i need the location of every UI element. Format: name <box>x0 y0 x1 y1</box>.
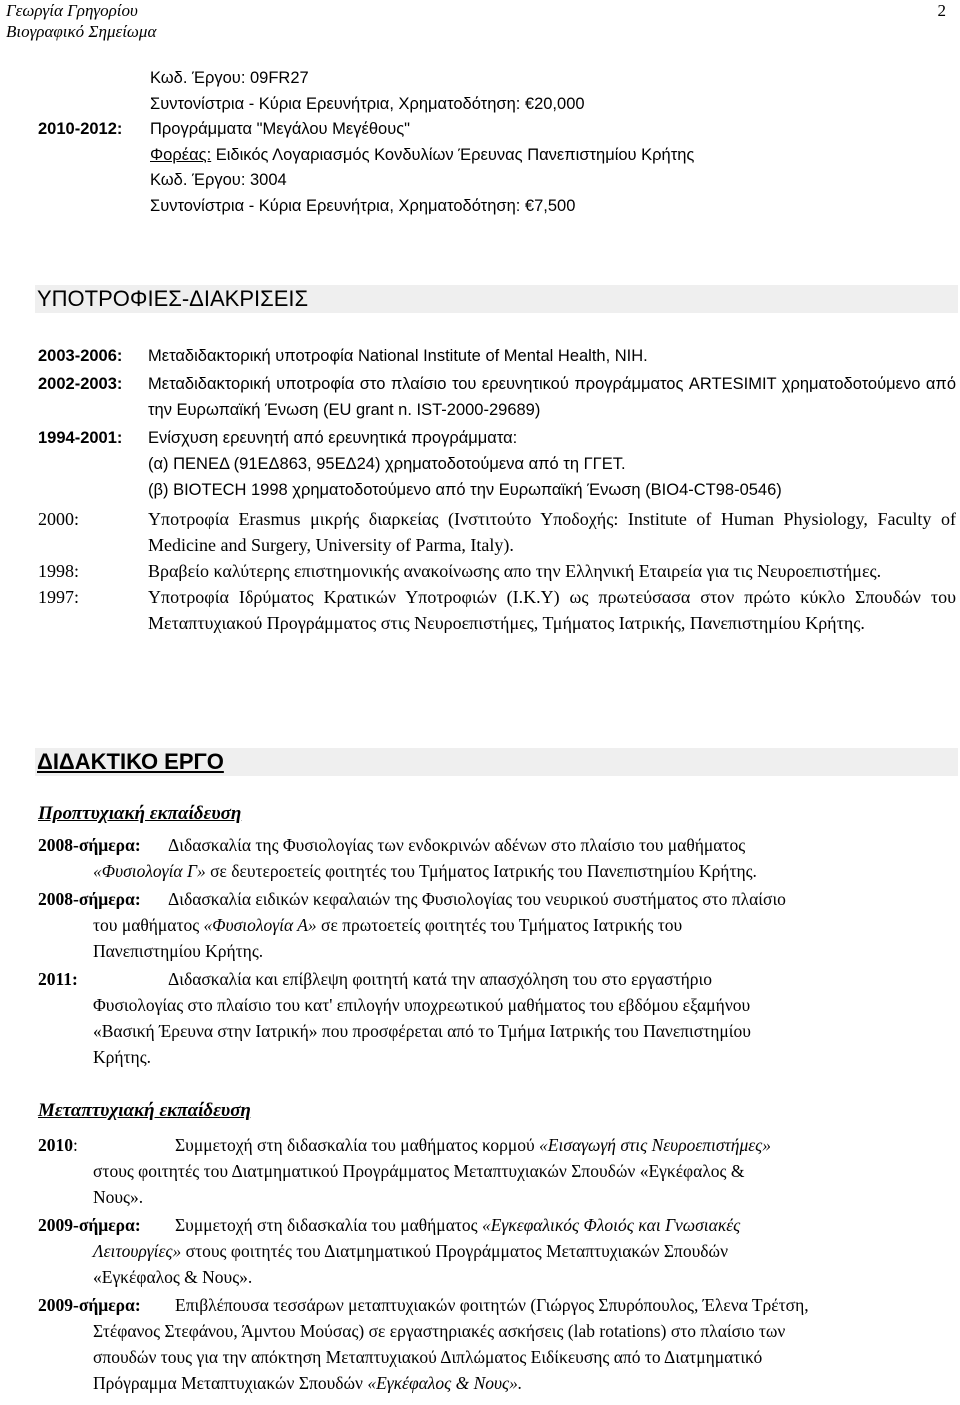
item-text: Διδασκαλία της Φυσιολογίας των ενδοκρινών αδένων στο πλαίσιο του μαθήματος <box>168 835 746 855</box>
item-text: σε δευτεροετείς φοιτητές του Τμήματος Ιατρικής του Πανεπιστημίου Κρήτης. <box>205 861 757 881</box>
author-name: Γεωργία Γρηγορίου <box>6 1 138 20</box>
awards-list <box>38 343 956 503</box>
item-text: Υποτροφία Ιδρύματος Κρατικών Υποτροφιών (Ι.Κ.Υ) ως πρωτεύσασα στον πρώτο κύκλο Σπουδών του Μεταπτυχιακού Προγράμματος στις Νευροεπιστήμες, Τμήματος Ιατρικής, Πανεπιστημίου Κρήτης. <box>148 587 956 633</box>
course-name: Λειτουργίες» <box>93 1241 182 1261</box>
item-separator: : <box>73 1135 78 1155</box>
project-code: Κωδ. Έργου: 09FR27 <box>150 69 309 87</box>
section-heading-awards: ΥΠΟΤΡΟΦΙΕΣ-ΔΙΑΚΡΙΣΕΙΣ <box>35 285 958 313</box>
undergraduate-list <box>38 832 956 1070</box>
list-item <box>38 1212 956 1290</box>
item-text: στους φοιτητές του Διατμηματικού Προγράμματος Μεταπτυχιακών Σπουδών <box>181 1241 728 1261</box>
awards-list-continued <box>38 506 956 636</box>
document-title: Βιογραφικό Σημείωμα <box>6 22 157 41</box>
funder-label: Φορέας: <box>150 145 212 164</box>
section-heading-teaching: ΔΙΔΑΚΤΙΚΟ ΕΡΓΟ <box>35 748 958 776</box>
item-period: 1998: <box>38 561 80 581</box>
item-text: Υποτροφία Erasmus μικρής διαρκείας (Ινστιτούτο Υποδοχής: Institute of Human Physiology, Faculty of Medicine and Surgery, University of Parma, Italy). <box>148 509 956 555</box>
course-name: «Εγκεφαλικός Φλοιός και Γνωσιακές <box>481 1215 741 1235</box>
item-subtext: (α) ΠΕΝΕΔ (91ΕΔ863, 95ΕΔ24) χρηματοδοτούμενα από τη ΓΓΕΤ. <box>148 455 626 473</box>
list-item <box>38 506 956 558</box>
course-name: «Εγκέφαλος & Νους». <box>367 1373 523 1393</box>
item-text: Διδασκαλία και επίβλεψη φοιτητή κατά την απασχόληση του στο εργαστήριο <box>168 969 712 989</box>
projects-continuation <box>38 66 918 219</box>
list-item <box>38 886 956 964</box>
item-text: Πανεπιστημίου Κρήτης. <box>93 941 264 961</box>
funder-name: Ειδικός Λογαριασμός Κονδυλίων Έρευνας Πανεπιστημίου Κρήτης <box>211 145 695 164</box>
page-number: 2 <box>937 1 946 20</box>
item-text: Πρόγραμμα Μεταπτυχιακών Σπουδών <box>93 1373 368 1393</box>
subheading-undergraduate: Προπτυχιακή εκπαίδευση <box>38 803 242 824</box>
item-subtext: (β) BIOTECH 1998 χρηματοδοτούμενο από την Ευρωπαϊκή Ένωση (BIO4-CT98-0546) <box>148 481 782 499</box>
item-text: Κρήτης. <box>93 1047 152 1067</box>
item-text: στους φοιτητές του Διατμηματικού Προγράμματος Μεταπτυχιακών Σπουδών «Εγκέφαλος & <box>93 1161 745 1181</box>
list-item <box>38 1292 956 1396</box>
item-period: 2011: <box>38 969 78 989</box>
item-period: 2008-σήμερα: <box>38 835 141 855</box>
project-period: 2010-2012: <box>38 120 123 138</box>
item-text: Διδασκαλία ειδικών κεφαλαιών της Φυσιολογίας του νευρικού συστήματος στο πλαίσιο <box>168 889 786 909</box>
item-text: «Βασική Έρευνα στην Ιατρική» που προσφέρεται από το Τμήμα Ιατρικής του Πανεπιστημίου <box>93 1021 751 1041</box>
item-period: 2010 <box>38 1135 73 1155</box>
item-text: Στέφανος Στεφάνου, Άμντου Μούσας) σε εργαστηριακές ασκήσεις (lab rotations) στο πλαίσιο των <box>93 1321 786 1341</box>
item-period: 2002-2003: <box>38 375 123 393</box>
item-text: «Εγκέφαλος & Νους». <box>93 1267 253 1287</box>
item-text: Μεταδιδακτορική υποτροφία National Institute of Mental Health, NIH. <box>148 347 648 365</box>
item-text: Συμμετοχή στη διδασκαλία του μαθήματος κορμού <box>175 1135 540 1155</box>
course-name: «Φυσιολογία Α» <box>203 915 317 935</box>
course-name: «Φυσιολογία Γ» <box>93 861 206 881</box>
project-program: Προγράμματα "Μεγάλου Μεγέθους" <box>150 120 411 138</box>
list-item <box>38 1132 956 1210</box>
subheading-graduate: Μεταπτυχιακή εκπαίδευση <box>38 1100 251 1121</box>
item-text: του μαθήματος <box>93 915 204 935</box>
list-item <box>38 584 956 636</box>
running-header <box>6 0 156 42</box>
item-text: Νους». <box>93 1187 144 1207</box>
course-name: «Εισαγωγή στις Νευροεπιστήμες» <box>539 1135 771 1155</box>
list-item <box>38 966 956 1070</box>
project-role: Συντονίστρια - Κύρια Ερευνήτρια, Χρηματοδότηση: €7,500 <box>150 196 576 215</box>
item-text: Βραβείο καλύτερης επιστημονικής ανακοίνωσης απο την Ελληνική Εταιρεία για τις Νευροεπιστήμες. <box>148 561 882 581</box>
item-period: 2008-σήμερα: <box>38 889 141 909</box>
list-item <box>38 832 956 884</box>
item-period: 2003-2006: <box>38 347 123 365</box>
project-role: Συντονίστρια - Κύρια Ερευνήτρια, Χρηματοδότηση: €20,000 <box>150 94 585 113</box>
item-text: Ενίσχυση ερευνητή από ερευνητικά προγράμματα: <box>148 429 518 447</box>
item-period: 1997: <box>38 587 80 607</box>
item-period: 1994-2001: <box>38 429 123 447</box>
item-text: Επιβλέπουσα τεσσάρων μεταπτυχιακών φοιτητών (Γιώργος Σπυρόπουλος, Έλενα Τρέτση, <box>175 1295 809 1315</box>
item-text: σε πρωτοετείς φοιτητές του Τμήματος Ιατρικής του <box>316 915 683 935</box>
item-text: σπουδών τους για την απόκτηση Μεταπτυχιακού Διπλώματος Ειδίκευσης από το Διατμηματικό <box>93 1347 763 1367</box>
item-period: 2009-σήμερα: <box>38 1295 141 1315</box>
list-item <box>38 558 956 584</box>
item-text: Φυσιολογίας στο πλαίσιο του κατ' επιλογήν υποχρεωτικού μαθήματος του εβδόμου εξαμήνου <box>93 995 751 1015</box>
list-item <box>38 425 956 503</box>
item-period: 2009-σήμερα: <box>38 1215 141 1235</box>
list-item <box>38 371 956 423</box>
item-text: Συμμετοχή στη διδασκαλία του μαθήματος <box>175 1215 482 1235</box>
project-code: Κωδ. Έργου: 3004 <box>150 171 287 189</box>
graduate-list <box>38 1132 956 1396</box>
item-period: 2000: <box>38 509 80 529</box>
item-text: Μεταδιδακτορική υποτροφία στο πλαίσιο του ερευνητικού προγράμματος ARTESIMIT χρηματοδοτούμενο από την Ευρωπαϊκή Ένωση (EU grant n. IST-2000-29689) <box>148 375 956 419</box>
list-item <box>38 343 956 369</box>
